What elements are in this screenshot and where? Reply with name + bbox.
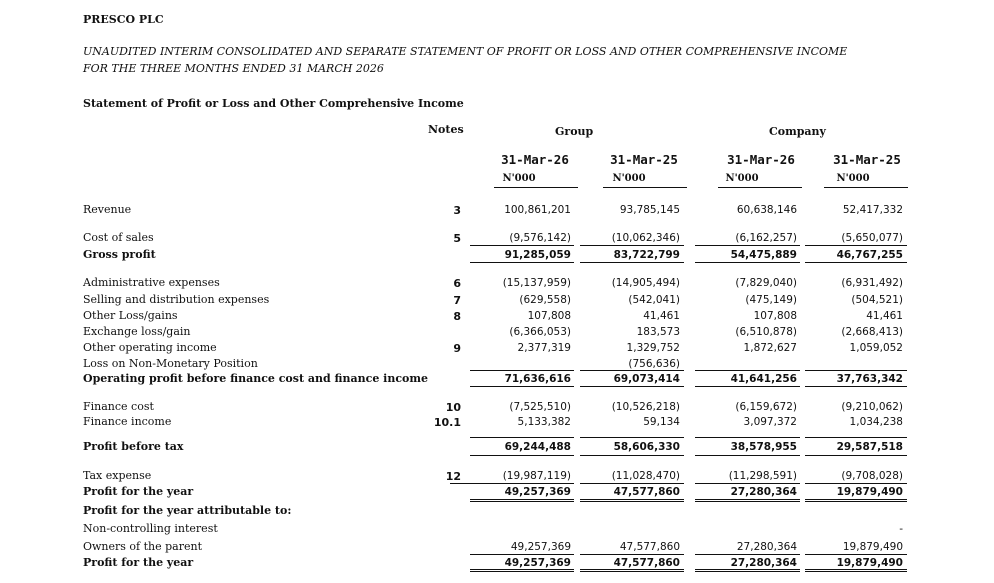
subtotal-rule: [580, 554, 684, 555]
subtotal-rule: [580, 455, 684, 456]
cell-group-2026: (9,576,142): [509, 232, 571, 244]
cell-group-2026: 69,244,488: [504, 441, 571, 453]
cell-group-2026: 2,377,319: [517, 342, 571, 354]
date-header-company-2026: 31-Mar-26: [727, 152, 795, 167]
cell-company-2026: 27,280,364: [736, 541, 797, 553]
subtotal-rule: [470, 245, 574, 246]
unit-label: N'000: [725, 173, 759, 184]
cell-company-2026: (475,149): [745, 294, 797, 306]
total-rule: [580, 499, 684, 500]
header-underline: [494, 187, 578, 188]
section-title: Statement of Profit or Loss and Other Comprehensive Income: [83, 97, 464, 110]
subtotal-rule: [695, 262, 800, 263]
company-header: Company: [769, 125, 826, 138]
cell-group-2026: 49,257,369: [510, 541, 571, 553]
cell-group-2026: 5,133,382: [517, 416, 571, 428]
total-rule: [580, 501, 684, 502]
subtotal-rule: [470, 386, 574, 387]
cell-company-2026: 27,280,364: [730, 486, 797, 498]
row-label: Finance cost: [83, 400, 154, 413]
cell-group-2025: 58,606,330: [613, 441, 680, 453]
total-rule: [805, 499, 907, 500]
total-rule: [470, 569, 574, 570]
cell-group-2026: (15,137,959): [502, 277, 571, 289]
cell-group-2025: 183,573: [636, 326, 680, 338]
cell-company-2026: 38,578,955: [730, 441, 797, 453]
cell-group-2025: 41,461: [643, 310, 680, 322]
subtotal-rule: [695, 245, 800, 246]
cell-group-2026: (7,525,510): [509, 401, 571, 413]
subtotal-rule: [805, 483, 907, 484]
row-label: Revenue: [83, 203, 132, 216]
cell-company-2026: 3,097,372: [743, 416, 797, 428]
cell-company-2026: 107,808: [753, 310, 797, 322]
row-note: 10.1: [433, 416, 461, 429]
total-rule: [695, 499, 800, 500]
cell-group-2026: 100,861,201: [504, 204, 571, 216]
cell-group-2025: (10,062,346): [611, 232, 680, 244]
row-label: Administrative expenses: [83, 276, 220, 289]
cell-group-2025: (14,905,494): [611, 277, 680, 289]
row-label: Operating profit before finance cost and finance income: [83, 372, 429, 385]
subtotal-rule: [580, 483, 684, 484]
row-label: Profit before tax: [83, 440, 184, 453]
row-note: 7: [453, 294, 461, 307]
cell-company-2025: 41,461: [866, 310, 903, 322]
row-label: Profit for the year: [83, 556, 194, 569]
subtotal-rule: [470, 262, 574, 263]
cell-group-2026: (629,558): [519, 294, 571, 306]
cell-group-2025: 47,577,860: [619, 541, 680, 553]
cell-group-2026: 49,257,369: [504, 486, 571, 498]
statement-period: FOR THE THREE MONTHS ENDED 31 MARCH 2026: [83, 62, 384, 75]
cell-group-2025: 47,577,860: [613, 486, 680, 498]
row-label: Cost of sales: [83, 231, 154, 244]
row-note: 12: [445, 470, 461, 483]
row-note: 10: [445, 401, 461, 414]
subtotal-rule: [580, 437, 684, 438]
cell-company-2026: (6,162,257): [735, 232, 797, 244]
cell-group-2025: 83,722,799: [613, 249, 680, 261]
cell-company-2026: (7,829,040): [735, 277, 797, 289]
cell-group-2025: 47,577,860: [613, 557, 680, 569]
total-rule: [695, 571, 800, 572]
statement-title: UNAUDITED INTERIM CONSOLIDATED AND SEPARATE STATEMENT OF PROFIT OR LOSS AND OTHER COMPREHENSIVE INCOME: [83, 45, 848, 58]
cell-company-2026: 27,280,364: [730, 557, 797, 569]
subtotal-rule: [470, 370, 574, 371]
row-label: Finance income: [83, 415, 172, 428]
subtotal-rule: [805, 437, 907, 438]
unit-label: N'000: [502, 173, 536, 184]
cell-group-2025: (11,028,470): [611, 470, 680, 482]
subtotal-rule: [450, 483, 574, 484]
date-header-company-2025: 31-Mar-25: [833, 152, 901, 167]
total-rule: [695, 569, 800, 570]
unit-label: N'000: [836, 173, 870, 184]
subtotal-rule: [580, 370, 684, 371]
row-label: Exchange loss/gain: [83, 325, 191, 338]
total-rule: [470, 501, 574, 502]
subtotal-rule: [580, 262, 684, 263]
subtotal-rule: [695, 370, 800, 371]
date-header-group-2025: 31-Mar-25: [610, 152, 678, 167]
total-rule: [470, 499, 574, 500]
row-label: Profit for the year attributable to:: [83, 504, 292, 517]
subtotal-rule: [470, 437, 574, 438]
header-underline: [603, 187, 687, 188]
row-label: Owners of the parent: [83, 540, 203, 553]
cell-company-2025: (9,210,062): [841, 401, 903, 413]
cell-company-2026: (11,298,591): [728, 470, 797, 482]
cell-group-2026: (19,987,119): [502, 470, 571, 482]
cell-company-2025: (9,708,028): [841, 470, 903, 482]
cell-group-2026: 49,257,369: [504, 557, 571, 569]
cell-company-2026: 41,641,256: [730, 373, 797, 385]
total-rule: [805, 571, 907, 572]
subtotal-rule: [805, 262, 907, 263]
cell-company-2025: 19,879,490: [842, 541, 903, 553]
subtotal-rule: [470, 554, 574, 555]
row-note: 5: [453, 232, 461, 245]
cell-group-2025: (756,636): [628, 358, 680, 370]
cell-group-2025: (542,041): [628, 294, 680, 306]
subtotal-rule: [695, 554, 800, 555]
total-rule: [470, 571, 574, 572]
row-label: Profit for the year: [83, 485, 194, 498]
cell-group-2025: 59,134: [643, 416, 680, 428]
cell-group-2026: 71,636,616: [504, 373, 571, 385]
cell-company-2025: 19,879,490: [836, 557, 903, 569]
cell-group-2026: (6,366,053): [509, 326, 571, 338]
total-rule: [805, 501, 907, 502]
row-note: 8: [453, 310, 461, 323]
cell-company-2025: 46,767,255: [836, 249, 903, 261]
row-label: Selling and distribution expenses: [83, 293, 270, 306]
unit-label: N'000: [612, 173, 646, 184]
header-underline: [718, 187, 802, 188]
row-note: 3: [453, 204, 461, 217]
cell-company-2025: 1,059,052: [849, 342, 903, 354]
subtotal-rule: [805, 554, 907, 555]
notes-header: Notes: [428, 123, 464, 136]
cell-company-2025: 29,587,518: [836, 441, 903, 453]
subtotal-rule: [695, 386, 800, 387]
cell-company-2025: 19,879,490: [836, 486, 903, 498]
subtotal-rule: [805, 386, 907, 387]
row-label: Loss on Non-Monetary Position: [83, 357, 258, 370]
cell-company-2026: 54,475,889: [730, 249, 797, 261]
group-header: Group: [555, 125, 594, 138]
cell-group-2025: 1,329,752: [626, 342, 680, 354]
subtotal-rule: [695, 455, 800, 456]
subtotal-rule: [580, 386, 684, 387]
row-label: Other operating income: [83, 341, 217, 354]
total-rule: [805, 569, 907, 570]
cell-group-2025: 93,785,145: [619, 204, 680, 216]
cell-group-2026: 91,285,059: [504, 249, 571, 261]
row-note: 9: [453, 342, 461, 355]
total-rule: [580, 569, 684, 570]
cell-company-2025: (5,650,077): [841, 232, 903, 244]
row-label: Gross profit: [83, 248, 156, 261]
subtotal-rule: [580, 245, 684, 246]
cell-group-2025: (10,526,218): [611, 401, 680, 413]
cell-company-2025: (504,521): [851, 294, 903, 306]
subtotal-rule: [805, 455, 907, 456]
date-header-group-2026: 31-Mar-26: [501, 152, 569, 167]
subtotal-rule: [695, 483, 800, 484]
subtotal-rule: [695, 437, 800, 438]
cell-company-2025: 52,417,332: [842, 204, 903, 216]
total-rule: [580, 571, 684, 572]
cell-company-2025: 37,763,342: [836, 373, 903, 385]
cell-company-2025: (6,931,492): [841, 277, 903, 289]
row-note: 6: [453, 277, 461, 290]
cell-group-2026: 107,808: [527, 310, 571, 322]
row-label: Non-controlling interest: [83, 522, 218, 535]
row-label: Tax expense: [83, 469, 152, 482]
cell-group-2025: 69,073,414: [613, 373, 680, 385]
cell-company-2025: 1,034,238: [849, 416, 903, 428]
cell-company-2026: (6,510,878): [735, 326, 797, 338]
company-name: PRESCO PLC: [83, 13, 164, 26]
cell-company-2025: -: [899, 523, 903, 535]
cell-company-2025: (2,668,413): [841, 326, 903, 338]
cell-company-2026: 60,638,146: [736, 204, 797, 216]
total-rule: [695, 501, 800, 502]
subtotal-rule: [470, 455, 574, 456]
cell-company-2026: 1,872,627: [743, 342, 797, 354]
cell-company-2026: (6,159,672): [735, 401, 797, 413]
row-label: Other Loss/gains: [83, 309, 178, 322]
header-underline: [824, 187, 908, 188]
subtotal-rule: [805, 245, 907, 246]
subtotal-rule: [805, 370, 907, 371]
